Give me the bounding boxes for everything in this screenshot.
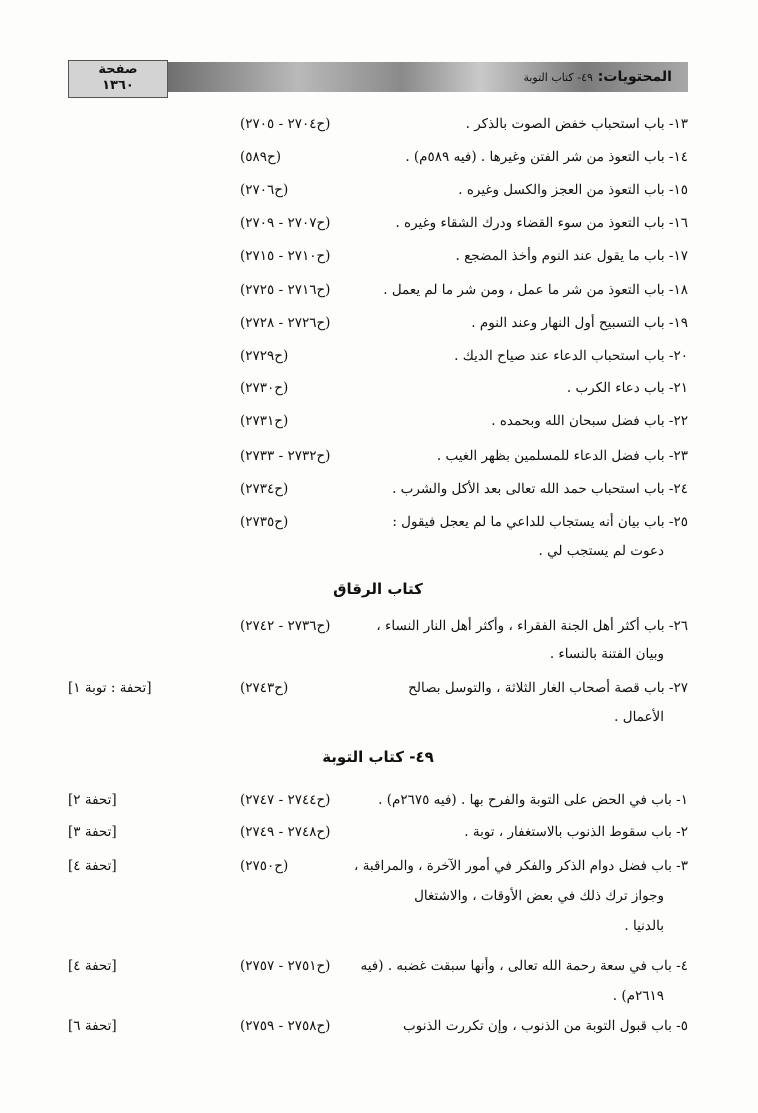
toc-entry-continuation xyxy=(68,642,688,666)
toc-entry xyxy=(68,145,688,169)
entry-title: ٢٠- باب استحباب الدعاء عند صياح الديك . xyxy=(454,348,688,364)
header-title-main: المحتويات: xyxy=(597,69,672,85)
header-subtitle: ٤٩- كتاب التوبة xyxy=(523,71,593,84)
entry-title: ١٨- باب التعوذ من شر ما عمل ، ومن شر ما لم يعمل . xyxy=(383,282,688,298)
entry-title: ١٩- باب التسبيح أول النهار وعند النوم . xyxy=(471,315,688,331)
toc-entry xyxy=(68,820,688,844)
entry-tuhfa: [تحفة ٦] xyxy=(68,1018,117,1034)
entry-continuation: الأعمال . xyxy=(614,709,664,725)
toc-entry xyxy=(68,344,688,368)
entry-tuhfa: [تحفة ٣] xyxy=(68,824,117,840)
entry-title: ٣- باب فضل دوام الذكر والفكر في أمور الآخرة ، والمراقبة ، xyxy=(354,858,688,874)
toc-entry xyxy=(68,278,688,302)
toc-entry-continuation xyxy=(68,914,688,938)
entry-title: ١٤- باب التعوذ من شر الفتن وغيرها . (فيه ٥٨٩م) . xyxy=(405,149,688,165)
entry-ref: (ح٢٧٠٧ - ٢٧٠٩) xyxy=(240,215,331,231)
toc-entry xyxy=(68,178,688,202)
entry-continuation: وجواز ترك ذلك في بعض الأوقات ، والاشتغال xyxy=(414,888,664,904)
toc-entry-continuation xyxy=(68,705,688,729)
section-heading-riqaq: كتاب الرقاق xyxy=(333,580,423,598)
toc-entry xyxy=(68,854,688,878)
entry-ref: (ح٢٧١٦ - ٢٧٢٥) xyxy=(240,282,331,298)
toc-entry xyxy=(68,676,688,700)
entry-tuhfa: [تحفة ٤] xyxy=(68,958,117,974)
entry-ref: (ح٢٧٥١ - ٢٧٥٧) xyxy=(240,958,331,974)
entry-ref: (ح٢٧٠٤ - ٢٧٠٥) xyxy=(240,116,331,132)
entry-continuation: بالدنيا . xyxy=(624,918,664,934)
entry-title: ٢٦- باب أكثر أهل الجنة الفقراء ، وأكثر أهل النار النساء ، xyxy=(376,618,688,634)
entry-continuation: وبيان الفتنة بالنساء . xyxy=(549,646,664,662)
entry-title: ١٦- باب التعوذ من سوء القضاء ودرك الشقاء وغيره . xyxy=(395,215,688,231)
toc-entry xyxy=(68,311,688,335)
page-number: ١٣٦٠ xyxy=(102,78,134,93)
entry-title: ٢- باب سقوط الذنوب بالاستغفار ، توبة . xyxy=(464,824,688,840)
entry-ref: (ح٢٧٥٨ - ٢٧٥٩) xyxy=(240,1018,331,1034)
entry-ref: (ح٢٧٣٦ - ٢٧٤٢) xyxy=(240,618,331,634)
section-heading-tawba: ٤٩- كتاب التوبة xyxy=(322,748,434,766)
entry-ref: (ح٢٧٣٥) xyxy=(240,514,289,530)
toc-entry xyxy=(68,211,688,235)
toc-entry-continuation xyxy=(68,539,688,563)
toc-entry xyxy=(68,954,688,978)
entry-ref: (ح٢٧٣٤) xyxy=(240,481,289,497)
entry-title: ٢٣- باب فضل الدعاء للمسلمين بظهر الغيب . xyxy=(436,448,688,464)
entry-ref: (ح٢٧٠٦) xyxy=(240,182,289,198)
toc-entry xyxy=(68,477,688,501)
page-number-box xyxy=(68,60,168,98)
entry-title: ٢٢- باب فضل سبحان الله وبحمده . xyxy=(491,413,688,429)
toc-entry xyxy=(68,112,688,136)
toc-entry-continuation xyxy=(68,984,688,1008)
entry-tuhfa: [تحفة : توبة ١] xyxy=(68,680,152,696)
entry-ref: (ح٢٧٣٢ - ٢٧٣٣) xyxy=(240,448,331,464)
toc-entry xyxy=(68,614,688,638)
entry-ref: (ح٢٧٢٦ - ٢٧٢٨) xyxy=(240,315,331,331)
header-title xyxy=(523,69,672,85)
toc-entry xyxy=(68,788,688,812)
toc-entry xyxy=(68,510,688,534)
toc-entry-continuation xyxy=(68,884,688,908)
entry-title: ٢٥- باب بيان أنه يستجاب للداعي ما لم يعجل فيقول : xyxy=(392,514,688,530)
entry-ref: (ح٢٧١٠ - ٢٧١٥) xyxy=(240,248,331,264)
entry-ref: (ح٢٧٥٠) xyxy=(240,858,289,874)
entry-title: ٢٧- باب قصة أصحاب الغار الثلاثة ، والتوسل بصالح xyxy=(408,680,688,696)
entry-ref: (ح٢٧٤٣) xyxy=(240,680,289,696)
entry-title: ١٥- باب التعوذ من العجز والكسل وغيره . xyxy=(458,182,688,198)
entry-title: ١٧- باب ما يقول عند النوم وأخذ المضجع . xyxy=(455,248,688,264)
entry-title: ٢١- باب دعاء الكرب . xyxy=(566,380,688,396)
entry-title: ١- باب في الحض على التوبة والفرح بها . (فيه ٢٦٧٥م) . xyxy=(378,792,688,808)
entry-ref: (ح٢٧٣١) xyxy=(240,413,289,429)
entry-continuation: ٢٦١٩م) . xyxy=(612,988,664,1004)
entry-ref: (ح٢٧٤٤ - ٢٧٤٧) xyxy=(240,792,331,808)
page-label: صفحة xyxy=(98,62,138,77)
entry-title: ١٣- باب استحباب خفض الصوت بالذكر . xyxy=(465,116,688,132)
entry-tuhfa: [تحفة ٢] xyxy=(68,792,117,808)
entry-tuhfa: [تحفة ٤] xyxy=(68,858,117,874)
toc-entry xyxy=(68,376,688,400)
entry-title: ٢٤- باب استحباب حمد الله تعالى بعد الأكل والشرب . xyxy=(392,481,688,497)
entry-title: ٥- باب قبول التوبة من الذنوب ، وإن تكررت الذنوب xyxy=(403,1018,688,1034)
entry-continuation: دعوت لم يستجب لي . xyxy=(538,543,664,559)
toc-entry xyxy=(68,409,688,433)
entry-ref: (ح٥٨٩) xyxy=(240,149,282,165)
page-header xyxy=(68,60,688,98)
toc-entry xyxy=(68,444,688,468)
entry-ref: (ح٢٧٢٩) xyxy=(240,348,289,364)
entry-ref: (ح٢٧٣٠) xyxy=(240,380,289,396)
entry-title: ٤- باب في سعة رحمة الله تعالى ، وأنها سبقت غضبه . (فيه xyxy=(360,958,688,974)
toc-entry xyxy=(68,244,688,268)
entry-ref: (ح٢٧٤٨ - ٢٧٤٩) xyxy=(240,824,331,840)
toc-entry xyxy=(68,1014,688,1038)
